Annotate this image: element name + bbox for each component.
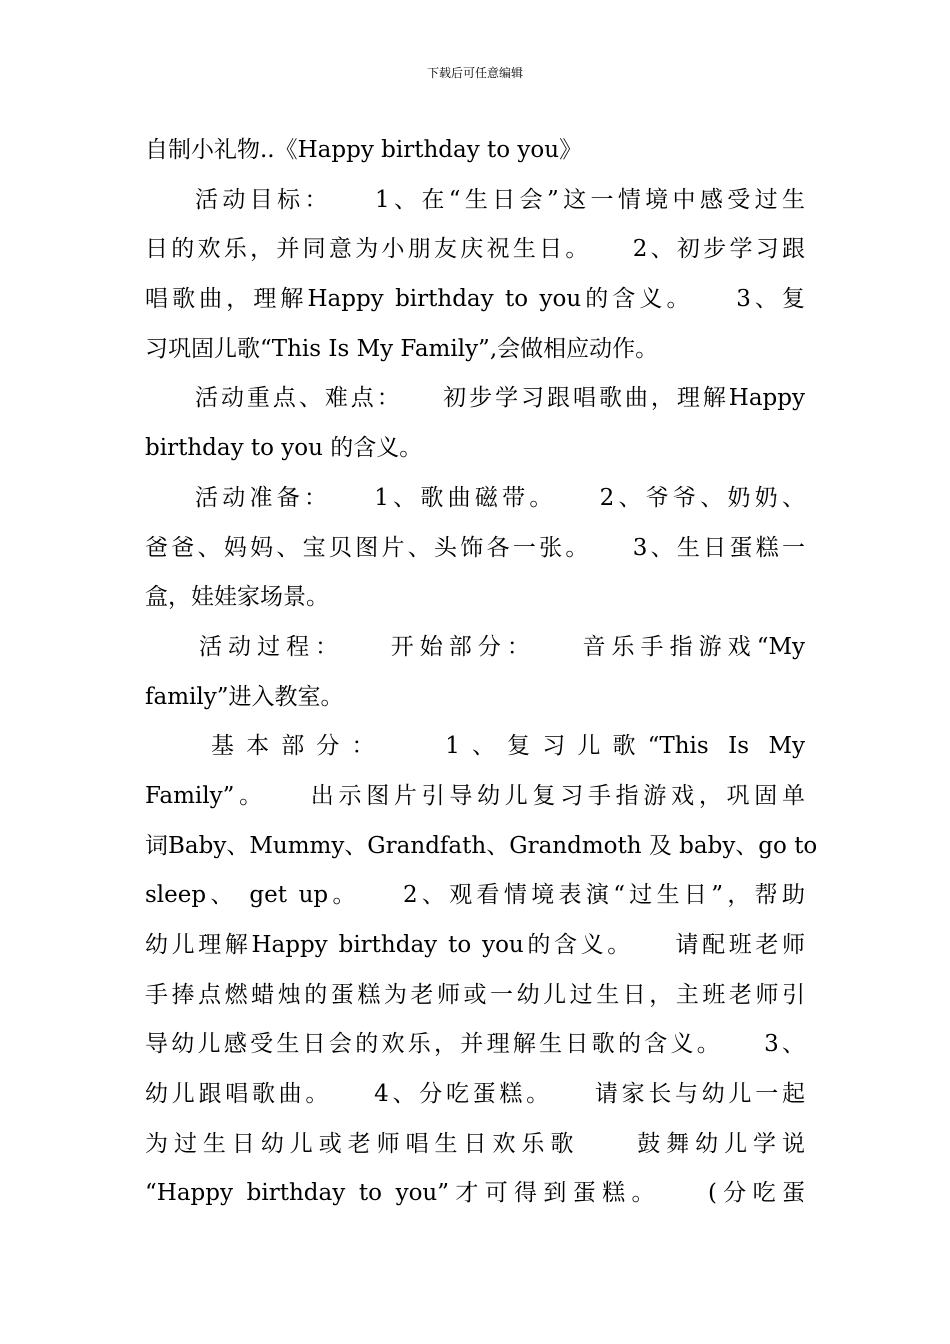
text-line: 爸爸、妈妈、宝贝图片、头饰各一张。 3、生日蛋糕一 — [145, 534, 805, 561]
text-line: family”进入教室。 — [145, 683, 344, 710]
text-line: “Happy birthday to you”才可得到蛋糕。 (分吃蛋 — [145, 1180, 805, 1207]
page-header: 下载后可任意编辑 — [426, 66, 523, 80]
text-line: 词Baby、Mummy、Grandfath、Grandmoth 及 baby、go to — [145, 832, 818, 859]
text-line: 幼儿跟唱歌曲。 4、分吃蛋糕。 请家长与幼儿一起 — [145, 1081, 805, 1108]
text-line: 基本部分： 1、复习儿歌“This Is My — [211, 733, 805, 760]
text-line: sleep、 get up。 2、观看情境表演“过生日”，帮助 — [145, 882, 805, 909]
text-line: 习巩固儿歌“This Is My Family”,会做相应动作。 — [145, 335, 659, 362]
text-line: 活动重点、难点： 初步学习跟唱歌曲，理解Happy — [195, 385, 805, 412]
text-line: 导幼儿感受生日会的欢乐，并理解生日歌的含义。 3、 — [145, 1031, 805, 1058]
text-line: 自制小礼物..《Happy birthday to you》 — [145, 137, 583, 163]
text-line: 盒，娃娃家场景。 — [145, 584, 329, 611]
text-line: 手捧点燃蜡烛的蛋糕为老师或一幼儿过生日，主班老师引 — [145, 981, 805, 1008]
document-body — [145, 126, 818, 1219]
text-line: birthday to you 的含义。 — [145, 435, 423, 462]
text-line: 活动准备： 1、歌曲磁带。 2、爷爷、奶奶、 — [195, 484, 805, 511]
text-line: 活动目标： 1、在“生日会”这一情境中感受过生 — [195, 186, 805, 213]
text-line: 活动过程： 开始部分： 音乐手指游戏“My — [199, 633, 805, 660]
text-line: Family”。 出示图片引导幼儿复习手指游戏，巩固单 — [145, 782, 805, 809]
text-line: 幼儿理解Happy birthday to you的含义。 请配班老师 — [145, 932, 805, 958]
text-line: 为过生日幼儿或老师唱生日欢乐歌 鼓舞幼儿学说 — [145, 1130, 805, 1157]
text-line: 日的欢乐，并同意为小朋友庆祝生日。 2、初步学习跟 — [145, 236, 805, 263]
text-line: 唱歌曲，理解Happy birthday to you的含义。 3、复 — [145, 286, 805, 313]
